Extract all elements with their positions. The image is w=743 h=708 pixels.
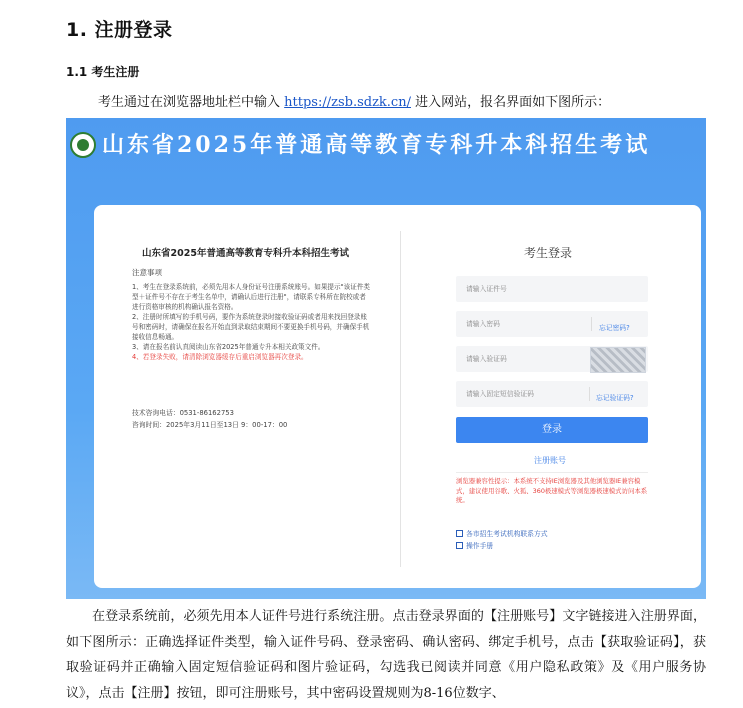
card-divider (400, 231, 401, 567)
input-separator (591, 317, 592, 331)
manual-link-label: 操作手册 (466, 542, 494, 550)
contact-info (132, 407, 287, 431)
login-card (94, 205, 701, 588)
input-separator (589, 387, 590, 401)
sms-code-input[interactable]: 请输入固定短信验证码 (456, 381, 648, 407)
divider (456, 472, 648, 473)
contacts-link-label: 各市招生考试机构联系方式 (466, 530, 548, 538)
captcha-image[interactable] (590, 347, 646, 373)
id-number-input[interactable]: 请输入证件号 (456, 276, 648, 302)
notice-title: 山东省2025年普通高等教育专科升本科招生考试 (142, 248, 349, 259)
note-item: 1、考生在登录系统前，必须先用本人身份证号注册系统账号。如果提示"该证件类型＋证件号不存在于考生名单中，请确认后进行注册"，请联系专科所在院校或者进行资格审核的机构确认报名资格。 (132, 283, 371, 311)
exam-logo-icon (70, 132, 96, 158)
section-heading: 1. 注册登录 (66, 19, 173, 41)
banner-title: 山东省2025年普通高等教育专科升本科招生考试 (102, 132, 651, 158)
note-item-warning: 4、若登录失败，请清除浏览器缓存后重启浏览器再次登录。 (132, 353, 308, 361)
captcha-input[interactable]: 请输入验证码 (456, 346, 648, 372)
intro-paragraph (98, 91, 610, 110)
document-icon (456, 530, 463, 537)
banner (66, 118, 706, 174)
login-button[interactable]: 登录 (456, 417, 648, 443)
site-url-link[interactable]: https://zsb.sdzk.cn/ (284, 95, 411, 110)
body-paragraph: 在登录系统前，必须先用本人证件号进行系统注册。点击登录界面的【注册账号】文字链接进入注册界面，如下图所示：正确选择证件类型，输入证件号码、登录密码、确认密码、绑定手机号，点击【获取验证码】，获取验证码并正确输入固定短信验证码和图片验证码，勾选我已阅读并同意《用户隐私政策》及《用户服务协议》，点击【注册】按钮，即可注册账号，其中密码设置规则为8-16位数字、 (66, 609, 706, 701)
register-link[interactable]: 注册账号 (534, 456, 566, 465)
note-item: 2、注册时所填写的手机号码，要作为系统登录时接收验证码或者用来找回登录账号和密码时，请确保在报名开始直到录取结束期间不要更换手机号码，并确保手机接收信息畅通。 (132, 313, 370, 341)
notes-list (132, 282, 370, 362)
forgot-password-link[interactable]: 忘记密码? (599, 324, 630, 332)
document-icon (456, 542, 463, 549)
login-page-screenshot (66, 118, 706, 599)
note-item: 3、请在报名前认真阅读山东省2025年普通专升本相关政策文件。 (132, 343, 325, 351)
contacts-link[interactable] (456, 528, 548, 538)
subsection-heading: 1.1 考生注册 (66, 65, 140, 79)
intro-text-after: 进入网站，报名界面如下图所示： (415, 95, 611, 110)
notes-heading: 注意事项 (132, 268, 162, 277)
forgot-code-link[interactable]: 忘记验证码? (596, 394, 634, 402)
contact-hours: 咨询时间：2025年3月11日至13日 9：00-17：00 (132, 421, 288, 429)
intro-text-before: 考生通过在浏览器地址栏中输入 (98, 95, 281, 110)
login-title: 考生登录 (524, 246, 573, 260)
manual-link[interactable] (456, 540, 493, 550)
contact-phone: 技术咨询电话：0531-86162753 (132, 409, 234, 417)
browser-compat-tip: 浏览器兼容性提示：本系统不支持IE浏览器及其他浏览器IE兼容模式，建议使用谷歌、火狐、360极速模式等浏览器极速模式访问本系统。 (456, 477, 648, 504)
password-input[interactable]: 请输入密码 (456, 311, 648, 337)
